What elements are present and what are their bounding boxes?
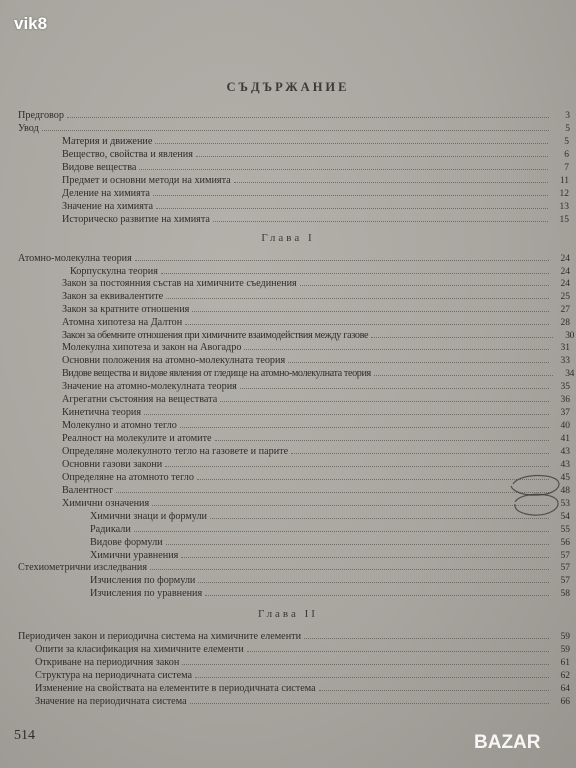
toc-entry-text: Основни газови закони — [62, 459, 163, 470]
toc-entry-page: 6 — [564, 150, 569, 160]
leader-dots — [181, 549, 549, 558]
toc-entry-page: 40 — [560, 421, 570, 431]
toc-entry-page: 53 — [560, 499, 570, 509]
toc-entry-text: Деление на химията — [62, 188, 150, 199]
leader-dots — [153, 187, 548, 196]
toc-entry — [62, 419, 570, 432]
leader-dots — [288, 354, 549, 363]
toc-entry-page: 62 — [560, 671, 570, 681]
page-number: 514 — [14, 728, 35, 743]
leader-dots — [192, 303, 549, 312]
toc-entry-text: Изчисления по уравнения — [90, 588, 203, 599]
leader-dots — [220, 393, 549, 402]
toc-entry-text: Историческо развитие на химията — [62, 214, 210, 225]
leader-dots — [166, 290, 549, 299]
chapter-heading: Глава II — [258, 608, 318, 620]
toc-entry — [62, 497, 570, 510]
leader-dots — [300, 277, 549, 286]
toc-entry — [35, 695, 570, 708]
toc-entry-text: Определяне молекулното тегло на газовете и парите — [62, 446, 289, 457]
toc-entry-text: Радикали — [90, 524, 131, 535]
toc-entry — [35, 656, 570, 669]
leader-dots — [150, 561, 549, 570]
toc-entry — [62, 406, 570, 419]
toc-entry-text: Химични знаци и формули — [90, 511, 207, 522]
toc-entry — [35, 682, 570, 695]
leader-dots — [116, 484, 549, 493]
toc-entry — [62, 445, 570, 458]
toc-entry — [90, 523, 570, 536]
toc-entry-page: 64 — [560, 684, 570, 694]
leader-dots — [247, 643, 549, 652]
leader-dots — [144, 406, 549, 415]
toc-entry-text: Периодичен закон и периодична система на химичните елементи — [18, 631, 302, 642]
toc-entry — [62, 380, 570, 393]
toc-entry — [18, 122, 570, 135]
toc-entry — [62, 341, 570, 354]
toc-entry-page: 31 — [560, 343, 570, 353]
toc-entry-page: 24 — [560, 267, 570, 277]
toc-entry — [90, 536, 570, 549]
toc-entry — [62, 303, 570, 316]
toc-entry-text: Реалност на молекулите и атомите — [62, 433, 212, 444]
leader-dots — [67, 109, 549, 118]
toc-entry-page: 48 — [560, 486, 570, 496]
toc-entry — [62, 290, 570, 303]
toc-entry — [62, 187, 569, 200]
toc-entry — [62, 277, 570, 290]
leader-dots — [156, 200, 548, 209]
toc-entry — [18, 109, 570, 122]
toc-entry — [62, 354, 570, 367]
leader-dots — [165, 458, 549, 467]
leader-dots — [210, 510, 549, 519]
toc-entry-text: Видове вещества и видове явления от гледище на атомно-молекулната теория — [62, 368, 371, 379]
toc-entry-text: Опити за класификация на химичните елементи — [35, 644, 244, 655]
toc-entry-page: 27 — [560, 305, 570, 315]
toc-entry — [35, 643, 570, 656]
leader-dots — [155, 135, 548, 144]
toc-entry — [62, 213, 569, 226]
toc-entry-text: Валентност — [62, 485, 113, 496]
toc-entry-page: 7 — [564, 163, 569, 173]
svg-text:BAZAR: BAZAR — [474, 732, 541, 753]
leader-dots — [319, 682, 549, 691]
toc-entry-page: 34 — [565, 369, 574, 379]
toc-entry-page: 56 — [560, 538, 570, 548]
toc-entry — [90, 510, 570, 523]
toc-entry-text: Значение на химията — [62, 201, 154, 212]
toc-entry-page: 3 — [565, 111, 570, 121]
toc-entry-text: Видове формули — [90, 537, 163, 548]
leader-dots — [139, 161, 548, 170]
toc-entry-text: Закон за кратните отношения — [62, 304, 190, 315]
toc-entry-page: 57 — [560, 576, 570, 586]
leader-dots — [152, 497, 549, 506]
leader-dots — [374, 367, 553, 376]
toc-entry-text: Кинетична теория — [62, 407, 142, 418]
toc-entry — [62, 432, 570, 445]
toc-entry-text: Откриване на периодичния закон — [35, 657, 180, 668]
leader-dots — [185, 316, 549, 325]
toc-entry-text: Предговор — [18, 110, 64, 121]
page-title: СЪДЪРЖАНИЕ — [226, 80, 350, 94]
toc-entry-text: Материя и движение — [62, 136, 153, 147]
leader-dots — [244, 341, 549, 350]
toc-entry-text: Корпускулна теория — [70, 266, 158, 277]
toc-entry-page: 12 — [559, 189, 569, 199]
toc-entry-page: 36 — [560, 395, 570, 405]
toc-entry-text: Изменение на свойствата на елементите в периодичната система — [35, 683, 316, 694]
leader-dots — [195, 669, 549, 678]
toc-entry — [62, 471, 570, 484]
toc-entry-page: 30 — [565, 331, 574, 341]
toc-entry-page: 33 — [560, 356, 570, 366]
toc-entry-text: Вещество, свойства и явления — [62, 149, 193, 160]
toc-entry-page: 58 — [560, 589, 570, 599]
leader-dots — [196, 148, 548, 157]
toc-entry-text: Атомна хипотеза на Далтон — [62, 317, 183, 328]
toc-entry-text: Химични уравнения — [90, 550, 179, 561]
toc-entry — [35, 669, 570, 682]
toc-entry-text: Стехиометрични изследвания — [18, 562, 148, 573]
toc-entry — [18, 252, 570, 265]
toc-entry-text: Изчисления по формули — [90, 575, 196, 586]
leader-dots — [304, 630, 549, 639]
leader-dots — [180, 419, 549, 428]
toc-entry — [62, 200, 569, 213]
leader-dots — [190, 695, 549, 704]
toc-entry-text: Структура на периодичната система — [35, 670, 192, 681]
toc-entry-text: Значение на периодичната система — [35, 696, 187, 707]
toc-entry-text: Видове вещества — [62, 162, 137, 173]
toc-entry-page: 37 — [560, 408, 570, 418]
toc-entry-page: 11 — [559, 176, 569, 186]
toc-entry-text: Закон за обемните отношения при химичните взаимодействия между газове — [62, 330, 369, 341]
toc-entry-page: 24 — [560, 254, 570, 264]
chapter-heading: Глава I — [261, 232, 315, 244]
leader-dots — [134, 523, 549, 532]
toc-entry-page: 59 — [560, 632, 570, 642]
toc-entry — [18, 630, 570, 643]
leader-dots — [166, 536, 549, 545]
toc-entry-text: Значение на атомно-молекулната теория — [62, 381, 237, 392]
leader-dots — [182, 656, 549, 665]
toc-entry-text: Основни положения на атомно-молекулната теория — [62, 355, 286, 366]
leader-dots — [42, 122, 549, 131]
toc-entry-page: 5 — [564, 137, 569, 147]
toc-entry-page: 57 — [560, 563, 570, 573]
toc-entry — [62, 316, 570, 329]
toc-entry — [62, 135, 569, 148]
leader-dots — [291, 445, 549, 454]
bazar-logo — [466, 726, 566, 756]
leader-dots — [135, 252, 549, 261]
toc-entry-page: 66 — [560, 697, 570, 707]
leader-dots — [213, 213, 548, 222]
toc-entry — [62, 174, 569, 187]
watermark: vik8 — [14, 14, 48, 33]
toc-entry-page: 5 — [565, 124, 570, 134]
toc-entry-text: Увод — [18, 123, 39, 134]
leader-dots — [371, 329, 553, 338]
toc-entry — [62, 484, 570, 497]
leader-dots — [198, 574, 549, 583]
toc-entry — [18, 561, 570, 574]
toc-entry — [62, 458, 570, 471]
toc-entry-text: Закон за еквивалентите — [62, 291, 164, 302]
toc-entry — [62, 367, 574, 380]
leader-dots — [205, 587, 549, 596]
toc-entry-text: Предмет и основни методи на химията — [62, 175, 231, 186]
toc-entry-text: Определяне на атомното тегло — [62, 472, 194, 483]
toc-entry-page: 25 — [560, 292, 570, 302]
toc-entry-page: 45 — [560, 473, 570, 483]
toc-entry-text: Химични означения — [62, 498, 150, 509]
toc-entry-text: Молекулно и атомно тегло — [62, 420, 177, 431]
toc-entry-page: 24 — [560, 279, 570, 289]
toc-entry-page: 43 — [560, 460, 570, 470]
toc-entry-page: 15 — [559, 215, 569, 225]
leader-dots — [240, 380, 549, 389]
toc-entry — [62, 393, 570, 406]
toc-entry — [90, 574, 570, 587]
toc-entry-text: Закон за постоянния състав на химичните съединения — [62, 278, 297, 289]
toc-entry-page: 28 — [560, 318, 570, 328]
toc-entry-page: 57 — [560, 551, 570, 561]
leader-dots — [197, 471, 549, 480]
toc-entry-page: 59 — [560, 645, 570, 655]
toc-entry — [90, 587, 570, 600]
toc-entry-text: Агрегатни състояния на веществата — [62, 394, 218, 405]
toc-entry-text: Атомно-молекулна теория — [18, 253, 132, 264]
leader-dots — [234, 174, 548, 183]
toc-entry-page: 55 — [560, 525, 570, 535]
toc-entry-page: 13 — [559, 202, 569, 212]
toc-entry — [62, 148, 569, 161]
toc-entry-text: Молекулна хипотеза и закон на Авогадро — [62, 342, 242, 353]
toc-entry-page: 43 — [560, 447, 570, 457]
leader-dots — [215, 432, 549, 441]
toc-entry-page: 61 — [560, 658, 570, 668]
toc-entry-page: 41 — [560, 434, 570, 444]
toc-entry-page: 35 — [560, 382, 570, 392]
leader-dots — [161, 265, 549, 274]
toc-entry-page: 54 — [560, 512, 570, 522]
toc-entry — [62, 161, 569, 174]
